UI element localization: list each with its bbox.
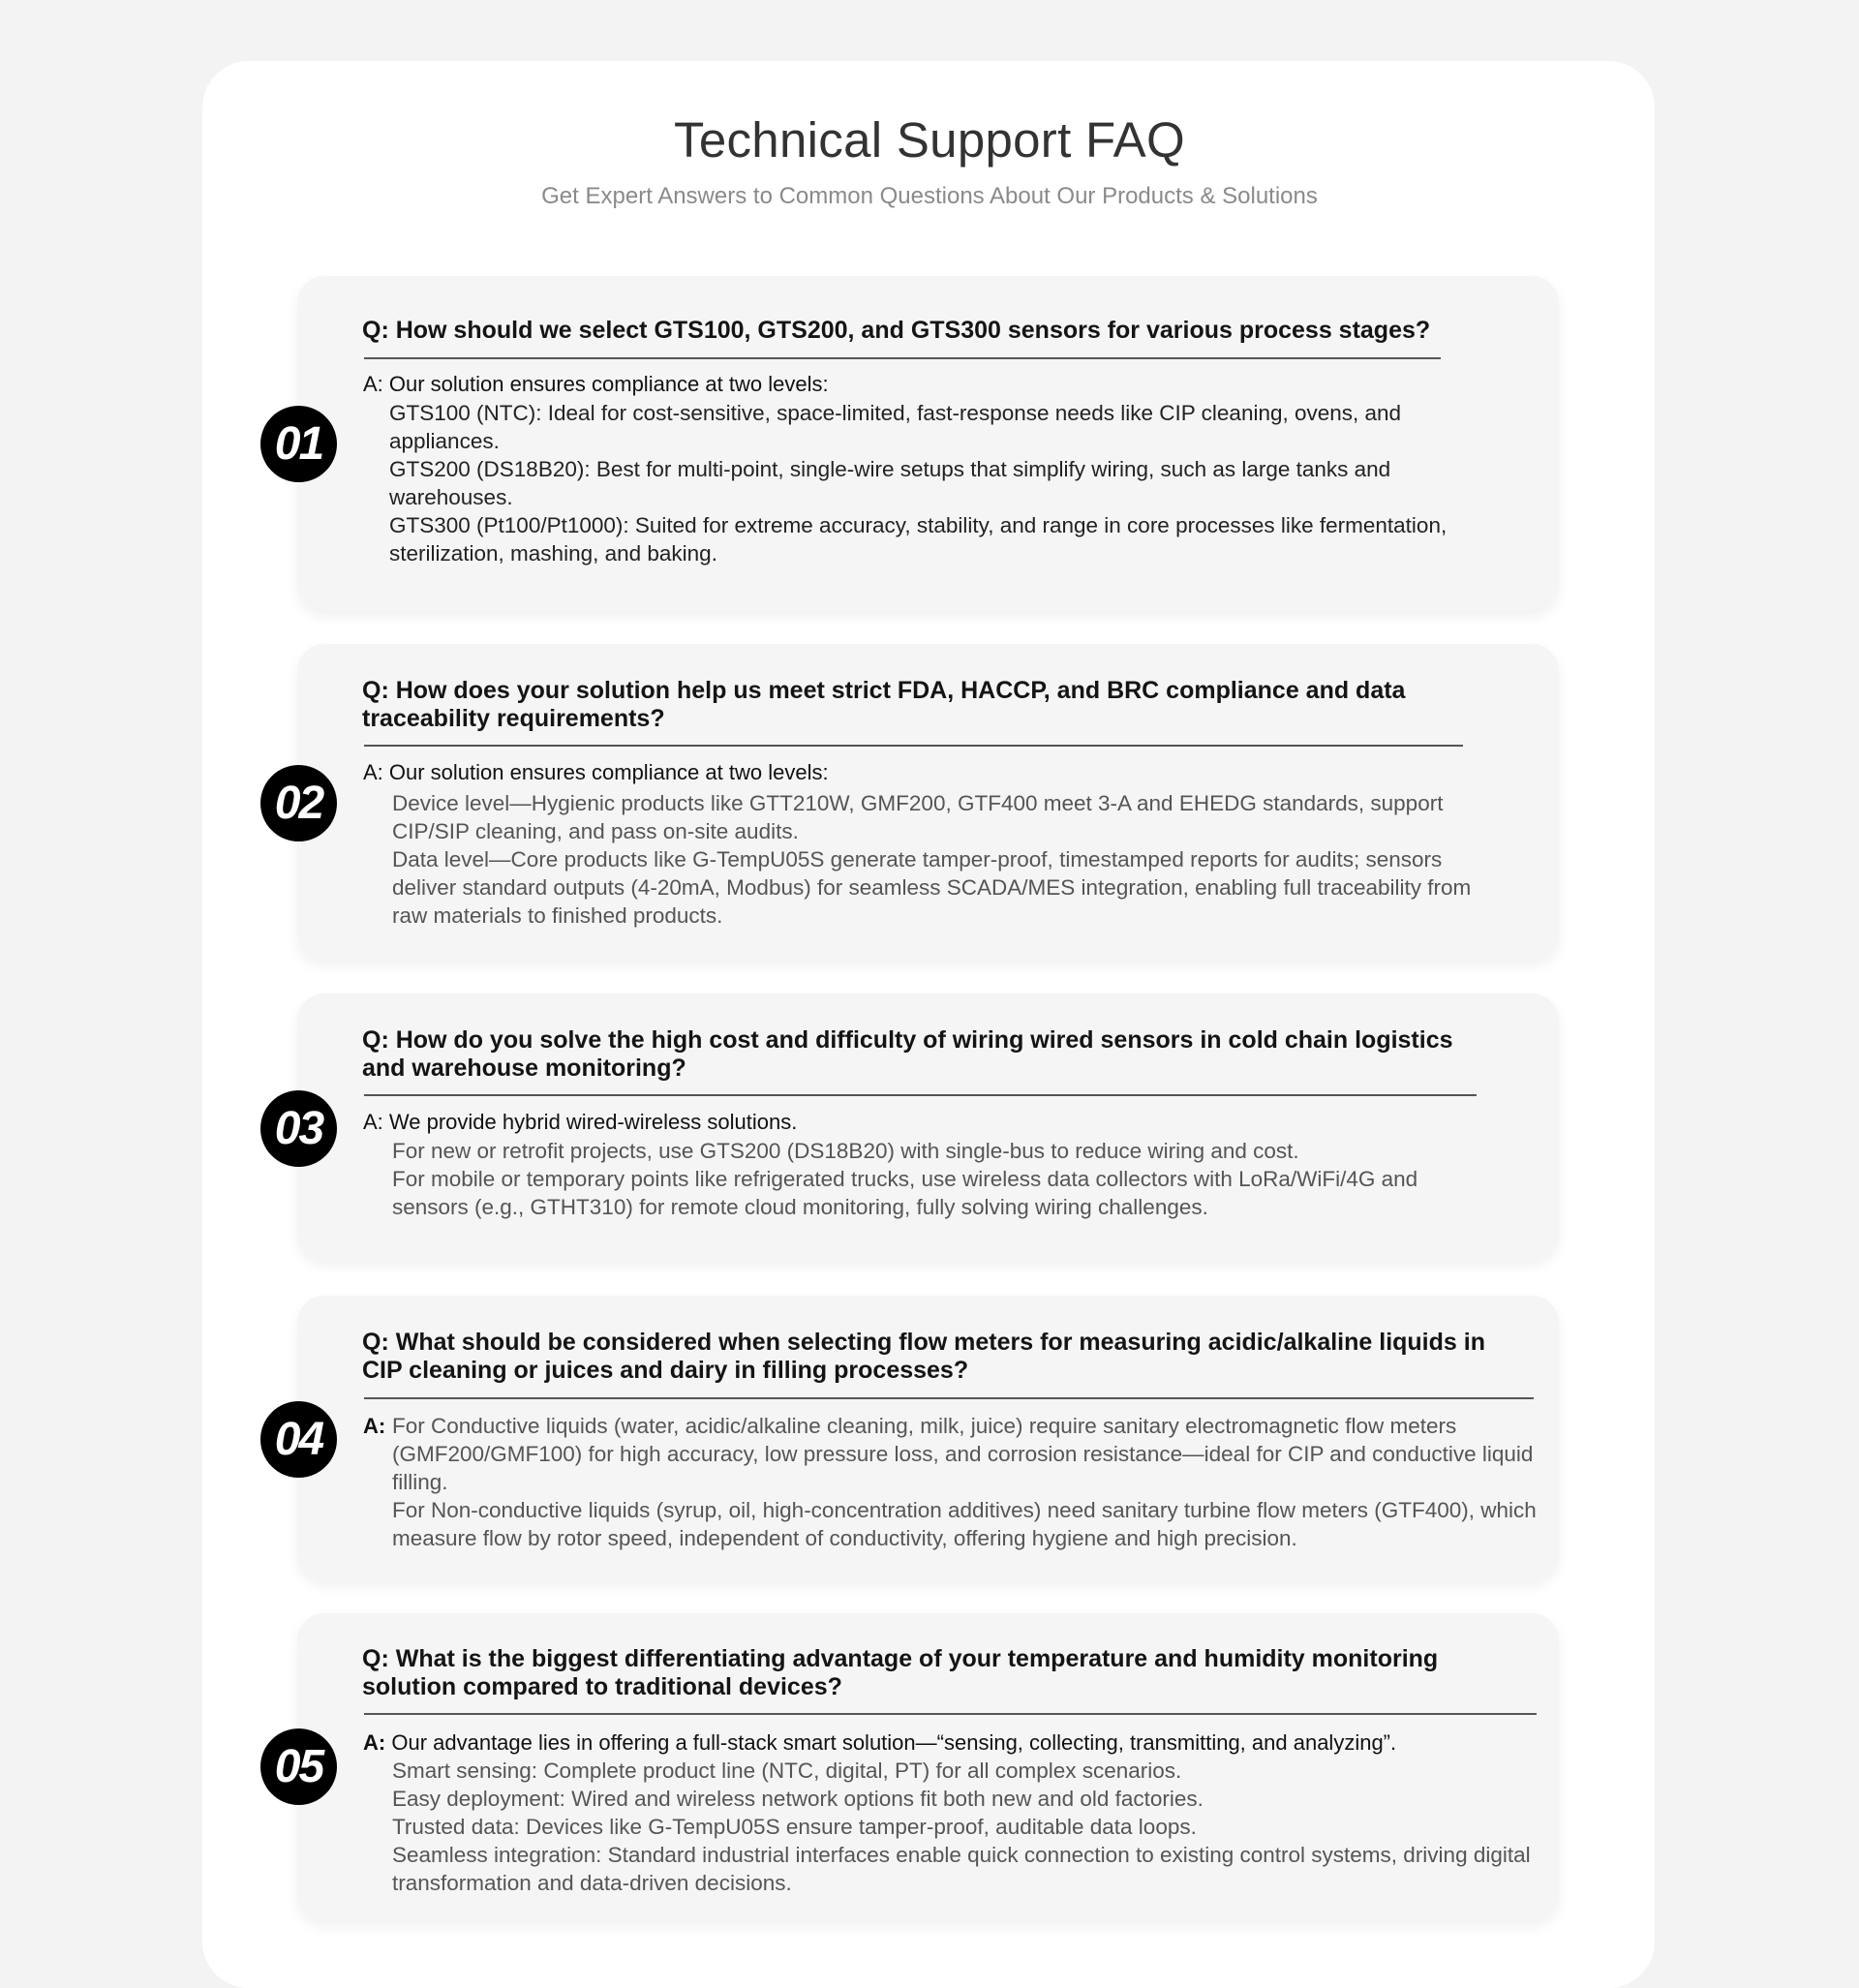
faq-divider xyxy=(364,1397,1534,1399)
faq-divider xyxy=(364,1713,1537,1715)
answer-lead xyxy=(363,1108,797,1136)
answer-body xyxy=(392,1757,1549,1897)
answer-item: For mobile or temporary points like refrigerated trucks, use wireless data collectors with LoRa/WiFi/4G and sensors (e.g., GTHT310) for remote cloud monitoring, fully solving wiring challenges. xyxy=(392,1167,1418,1219)
answer-lead-text: A: Our solution ensures compliance at two levels: xyxy=(363,372,829,396)
answer-item: Device level—Hygienic products like GTT210W, GMF200, GTF400 meet 3-A and EHEDG standards, support CIP/SIP cleaning, and pass on-site audits. xyxy=(392,791,1444,843)
answer-body xyxy=(392,789,1486,930)
faq-number-badge: 05 xyxy=(260,1728,337,1805)
faq-divider xyxy=(364,357,1441,359)
answer-item: Data level—Core products like G-TempU05S generate tamper-proof, timestamped reports for audits; sensors deliver standard outputs (4-20mA, Modbus) for seamless SCADA/MES integration, enabling full traceability from raw materials to finished products. xyxy=(392,847,1472,928)
faq-question: Q: How do you solve the high cost and difficulty of wiring wired sensors in cold chain logistics and warehouse monitoring? xyxy=(362,1026,1453,1082)
answer-lead-text: Our advantage lies in offering a full-stack smart solution—“sensing, collecting, transmitting, and analyzing”. xyxy=(391,1730,1397,1755)
answer-item: Smart sensing: Complete product line (NTC, digital, PT) for all complex scenarios. xyxy=(392,1759,1182,1783)
answer-lead xyxy=(363,370,829,398)
faq-number-badge: 03 xyxy=(260,1090,337,1167)
faq-number-badge: 04 xyxy=(260,1401,337,1478)
answer-lead-text: A: Our solution ensures compliance at two levels: xyxy=(363,760,829,784)
faq-question: Q: What is the biggest differentiating advantage of your temperature and humidity monitoring solution compared to traditional devices? xyxy=(362,1645,1439,1700)
faq-divider xyxy=(364,745,1463,747)
answer-item: For new or retrofit projects, use GTS200 (DS18B20) with single-bus to reduce wiring and cost. xyxy=(392,1139,1299,1163)
answer-item: GTS100 (NTC): Ideal for cost-sensitive, space-limited, fast-response needs like CIP cleaning, ovens, and appliances. xyxy=(389,401,1402,453)
faq-question: Q: What should be considered when selecting flow meters for measuring acidic/alkaline liquids in CIP cleaning or juices and dairy in filling processes? xyxy=(362,1329,1485,1384)
faq-question: Q: How should we select GTS100, GTS200, and GTS300 sensors for various process stages? xyxy=(362,317,1431,344)
faq-divider xyxy=(364,1094,1477,1096)
page-subtitle: Get Expert Answers to Common Questions About Our Products & Solutions xyxy=(541,183,1318,209)
answer-item: For Conductive liquids (water, acidic/alkaline cleaning, milk, juice) require sanitary electromagnetic flow meters (GMF200/GMF100) for high accuracy, low pressure loss, and corrosion resistance—ideal for CIP and conductive liquid filling. xyxy=(392,1414,1534,1494)
answer-lead-prefix: A: xyxy=(363,1414,386,1438)
page-title: Technical Support FAQ xyxy=(674,112,1185,168)
faq-number-badge: 02 xyxy=(260,765,337,841)
answer-body xyxy=(392,1137,1467,1221)
answer-item: Trusted data: Devices like G-TempU05S ensure tamper-proof, auditable data loops. xyxy=(392,1815,1197,1839)
faq-question: Q: How does your solution help us meet strict FDA, HACCP, and BRC compliance and data traceability requirements? xyxy=(362,677,1406,732)
answer-lead xyxy=(363,1412,385,1440)
answer-lead xyxy=(363,758,829,786)
answer-lead xyxy=(363,1728,1396,1757)
answer-item: GTS200 (DS18B20): Best for multi-point, single-wire setups that simplify wiring, such as large tanks and warehouses. xyxy=(389,457,1391,509)
answer-lead-text: A: We provide hybrid wired-wireless solutions. xyxy=(363,1110,798,1134)
answer-item: For Non-conductive liquids (syrup, oil, high-concentration additives) need sanitary turbine flow meters (GTF400), which measure flow by rotor speed, independent of conductivity, offering hygiene and high precision. xyxy=(392,1498,1537,1550)
answer-body xyxy=(389,399,1483,567)
answer-item: Seamless integration: Standard industrial interfaces enable quick connection to existing control systems, driving digital transformation and data-driven decisions. xyxy=(392,1843,1531,1895)
answer-lead-prefix: A: xyxy=(363,1730,386,1755)
answer-item: Easy deployment: Wired and wireless network options fit both new and old factories. xyxy=(392,1787,1204,1811)
answer-item: GTS300 (Pt100/Pt1000): Suited for extreme accuracy, stability, and range in core processes like fermentation, sterilization, mashing, and baking. xyxy=(389,513,1448,566)
answer-body xyxy=(392,1412,1549,1552)
faq-number-badge: 01 xyxy=(260,406,337,482)
